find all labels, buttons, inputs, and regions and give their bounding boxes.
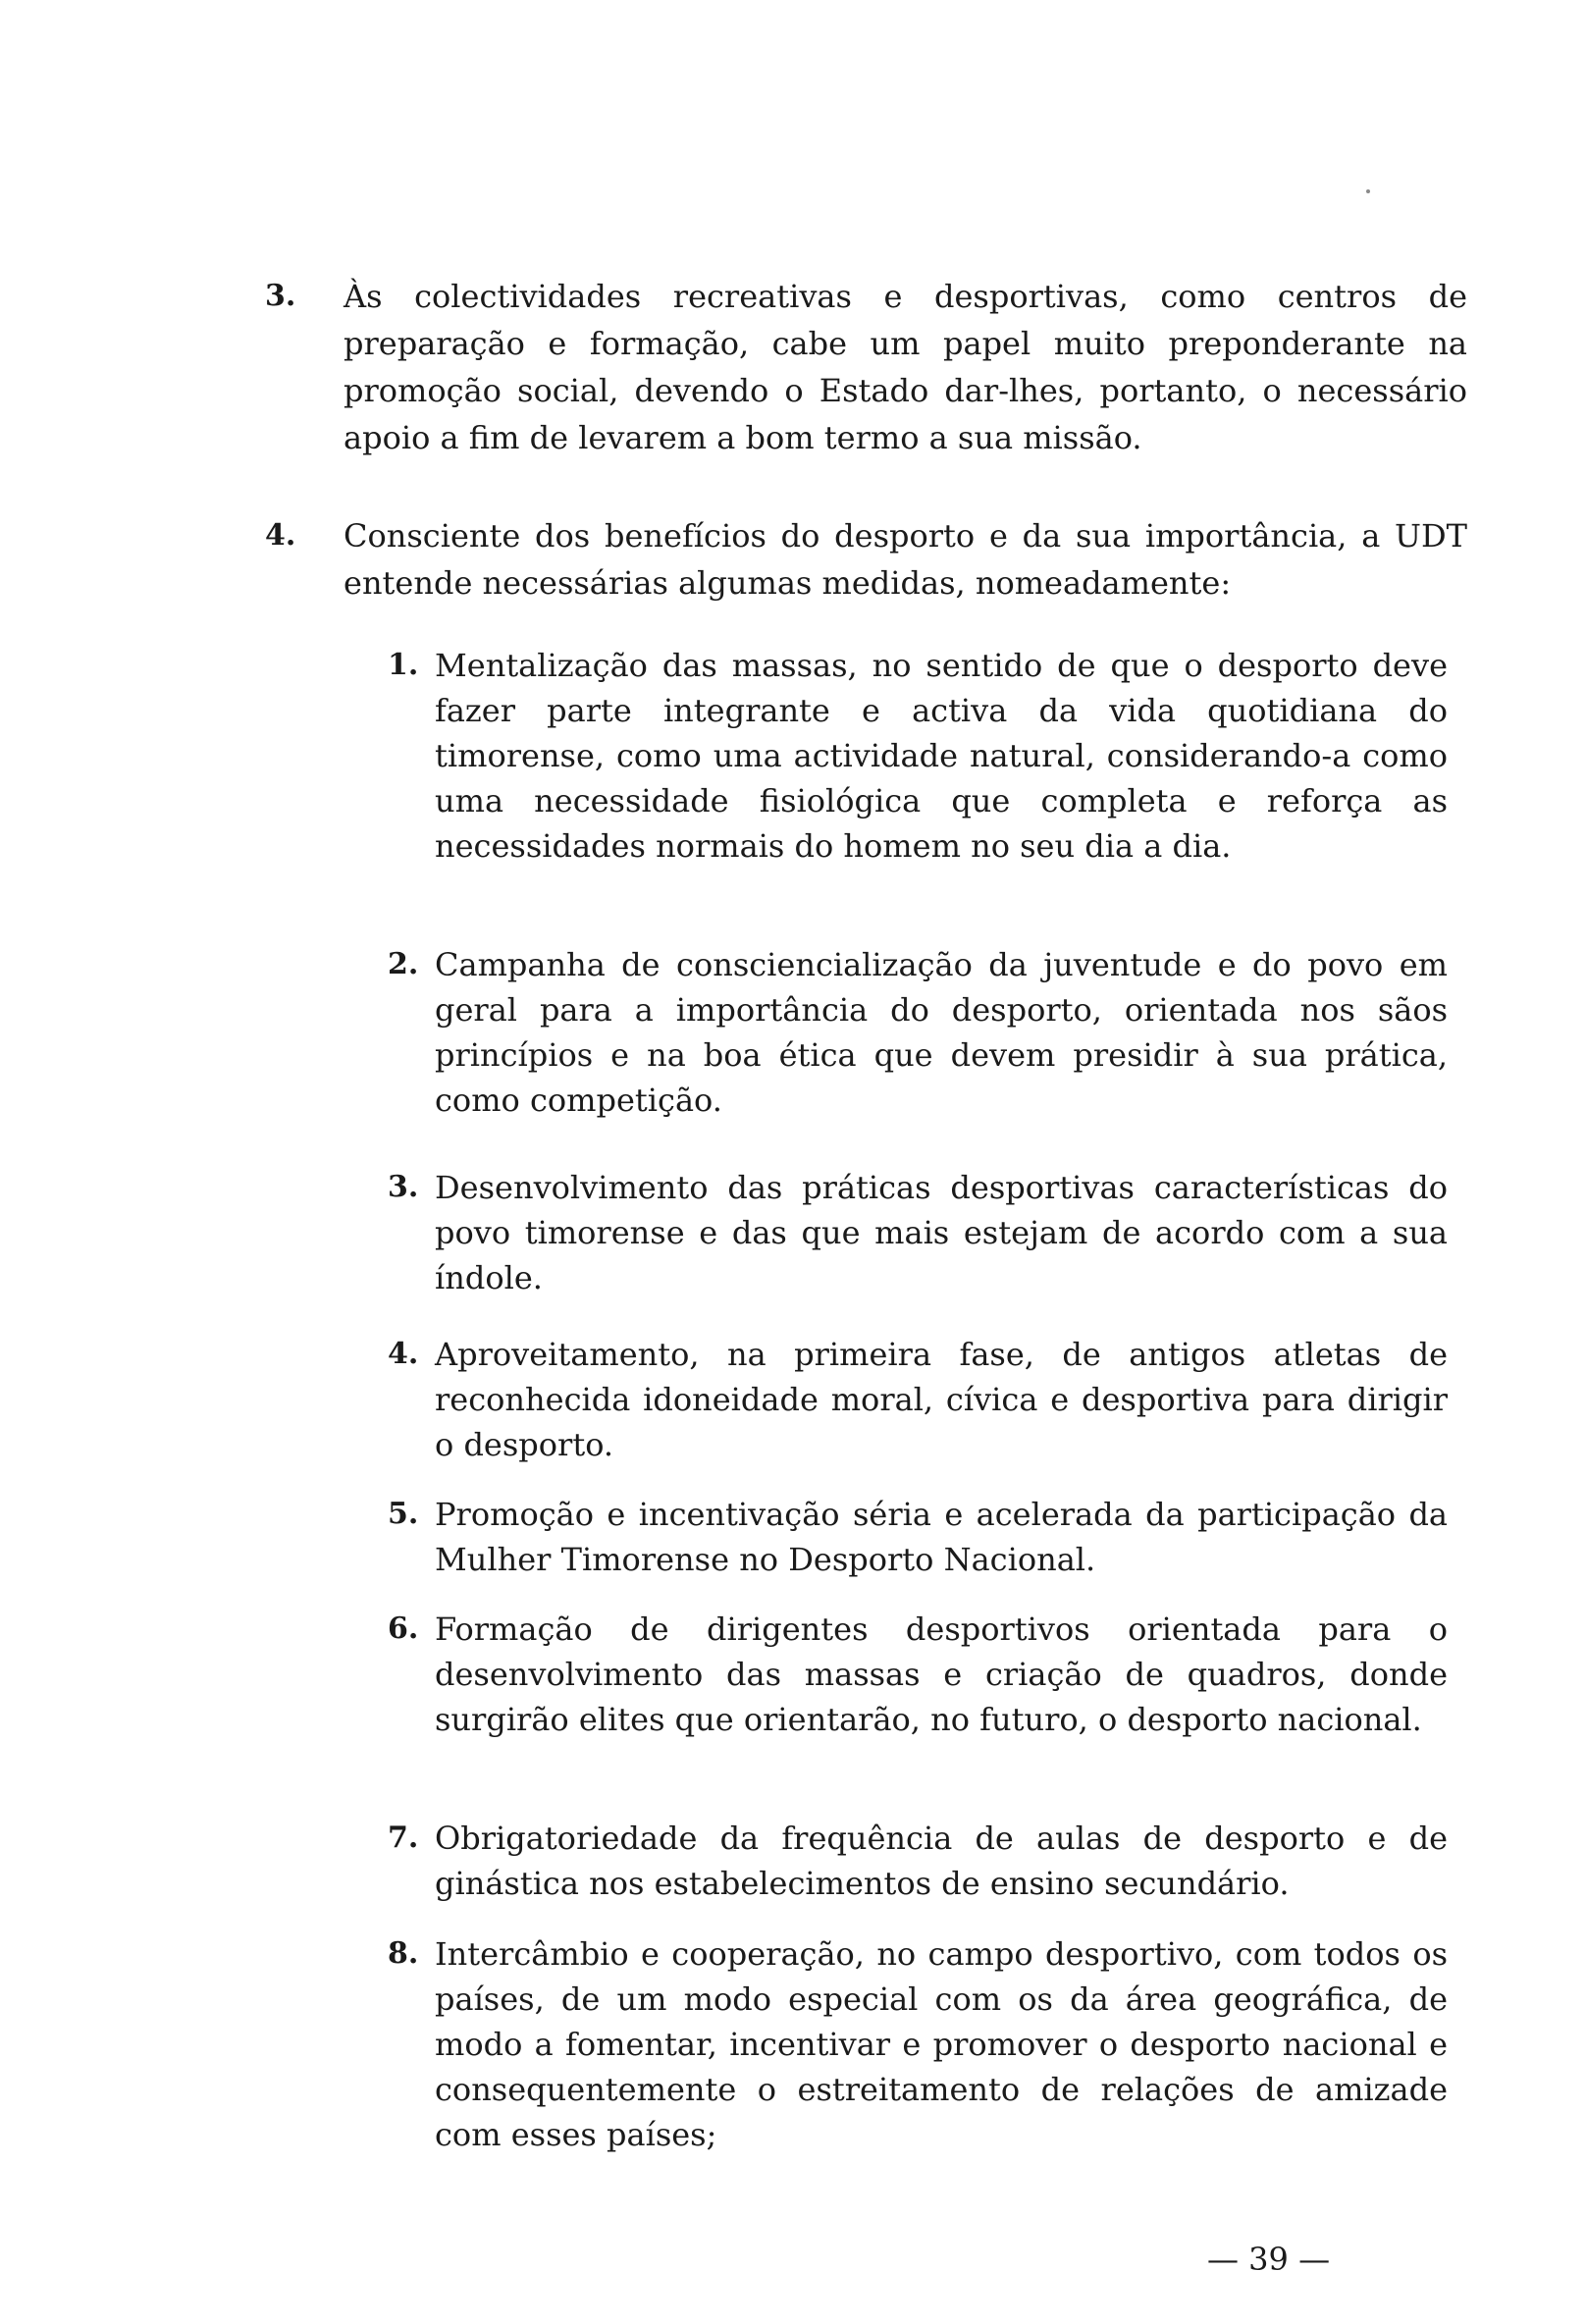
margin-mark bbox=[1366, 189, 1370, 193]
paragraph-text: Intercâmbio e cooperação, no campo desportivo, com todos os países, de um modo especial com os da área geográfica, de modo a fomentar, incentivar e promover o desporto nacional e consequentemente o estreitamento de relações de amizade com esses países; bbox=[435, 1935, 1448, 2153]
list-item-sub-7 bbox=[388, 1816, 1448, 1906]
paragraph-text: Aproveitamento, na primeira fase, de antigos atletas de reconhecida idoneidade moral, cívica e desportiva para dirigir o desporto. bbox=[435, 1336, 1448, 1463]
list-number: 4. bbox=[265, 518, 296, 553]
paragraph-text: Mentalização das massas, no sentido de que o desporto deve fazer parte integrante e activa da vida quotidiana do timorense, como uma actividade natural, considerando-a como uma necessidade fisiológica que completa e reforça as necessidades normais do homem no seu dia a dia. bbox=[435, 647, 1448, 865]
list-number: 7. bbox=[388, 1821, 419, 1855]
list-item-sub-3 bbox=[388, 1165, 1448, 1300]
list-number: 3. bbox=[265, 279, 296, 313]
list-item-sub-8 bbox=[388, 1931, 1448, 2157]
list-number: 6. bbox=[388, 1611, 419, 1646]
list-number: 1. bbox=[388, 648, 419, 682]
list-item-sub-2 bbox=[388, 942, 1448, 1123]
list-number: 2. bbox=[388, 947, 419, 981]
paragraph-text: Promoção e incentivação séria e acelerada da participação da Mulher Timorense no Desporto Nacional. bbox=[435, 1496, 1448, 1578]
paragraph-text: Às colectividades recreativas e desportivas, como centros de preparação e formação, cabe um papel muito preponderante na promoção social, devendo o Estado dar-lhes, portanto, o necessário apoio a fim de levarem a bom termo a sua missão. bbox=[344, 278, 1467, 456]
paragraph-text: Formação de dirigentes desportivos orientada para o desenvolvimento das massas e criação de quadros, donde surgirão elites que orientarão, no futuro, o desporto nacional. bbox=[435, 1611, 1448, 1738]
paragraph-text: Desenvolvimento das práticas desportivas características do povo timorense e das que mais estejam de acordo com a sua índole. bbox=[435, 1169, 1448, 1296]
list-item-main-4 bbox=[265, 512, 1467, 607]
list-item-main-3 bbox=[265, 273, 1467, 461]
list-number: 5. bbox=[388, 1497, 419, 1531]
paragraph-text: Consciente dos benefícios do desporto e da sua importância, a UDT entende necessárias algumas medidas, nomeadamente: bbox=[344, 517, 1467, 602]
paragraph-text: Obrigatoriedade da frequência de aulas de desporto e de ginástica nos estabelecimentos de ensino secundário. bbox=[435, 1820, 1448, 1902]
list-number: 4. bbox=[388, 1337, 419, 1371]
list-item-sub-1 bbox=[388, 643, 1448, 869]
paragraph-text: Campanha de consciencialização da juventude e do povo em geral para a importância do desporto, orientada nos sãos princípios e na boa ética que devem presidir à sua prática, como competição. bbox=[435, 946, 1448, 1119]
page-number: — 39 — bbox=[1207, 2241, 1331, 2278]
list-number: 8. bbox=[388, 1936, 419, 1971]
list-number: 3. bbox=[388, 1170, 419, 1204]
list-item-sub-4 bbox=[388, 1332, 1448, 1467]
list-item-sub-5 bbox=[388, 1492, 1448, 1582]
list-item-sub-6 bbox=[388, 1607, 1448, 1742]
